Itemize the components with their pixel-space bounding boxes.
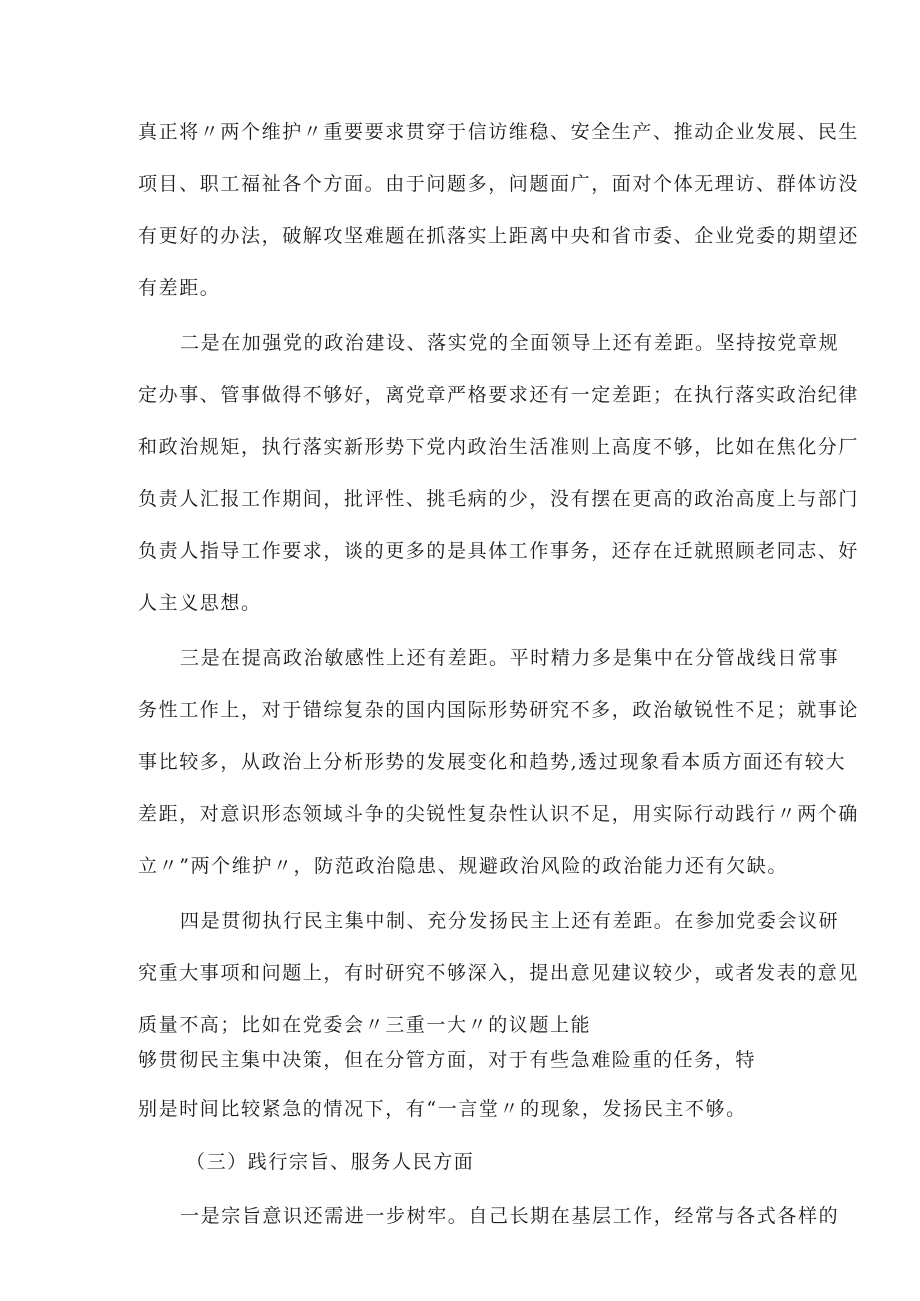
text-line: 差距，对意识形态领域斗争的尖锐性复杂性认识不足，用实际行动践行〃两个确 — [138, 803, 860, 825]
text-line: 立〃”两个维护〃，防范政治隐患、规避政治风险的政治能力还有欠缺。 — [138, 855, 788, 877]
text-line: 真正将〃两个维护〃重要要求贯穿于信访维稳、安全生产、推动企业发展、民生 — [138, 121, 860, 143]
text-line: 和政治规矩，执行落实新形势下党内政治生活准则上高度不够，比如在焦化分厂 — [138, 436, 860, 458]
text-line: 别是时间比较紧急的情况下，有“一言堂〃的现象，发扬民主不够。 — [138, 1098, 747, 1120]
paragraph-start-line: 四是贯彻执行民主集中制、充分发扬民主上还有差距。在参加党委会议研 — [180, 910, 840, 932]
text-line: 够贯彻民主集中决策，但在分管方面，对于有些急难险重的任务，特 — [138, 1049, 757, 1071]
text-line: 究重大事项和问题上，有时研究不够深入，提出意见建议较少，或者发表的意见 — [138, 962, 860, 984]
paragraph-start-line: 三是在提高政治敏感性上还有差距。平时精力多是集中在分管战线日常事 — [180, 647, 840, 669]
section-heading: （三）践行宗旨、服务人民方面 — [186, 1151, 475, 1173]
paragraph-start-line: 一是宗旨意识还需进一步树牢。自己长期在基层工作，经常与各式各样的 — [180, 1205, 840, 1227]
text-line: 质量不高；比如在党委会〃三重一大〃的议题上能 — [138, 1014, 592, 1036]
text-line: 有更好的办法，破解攻坚难题在抓落实上距离中央和省市委、企业党委的期望还 — [138, 225, 860, 247]
text-line: 项目、职工福祉各个方面。由于问题多，问题面广，面对个体无理访、群体访没 — [138, 173, 860, 195]
text-line: 事比较多，从政治上分析形势的发展变化和趋势,透过现象看本质方面还有较大 — [138, 751, 847, 773]
paragraph-start-line: 二是在加强党的政治建设、落实党的全面领导上还有差距。坚持按党章规 — [180, 332, 840, 354]
text-line: 定办事、管事做得不够好，离党章严格要求还有一定差距；在执行落实政治纪律 — [138, 384, 860, 406]
text-line: 负责人汇报工作期间，批评性、挑毛病的少，没有摆在更高的政治高度上与部门 — [138, 488, 860, 510]
text-line: 务性工作上，对于错综复杂的国内国际形势研究不多，政治敏锐性不足；就事论 — [138, 699, 860, 721]
text-line: 有差距。 — [138, 277, 221, 299]
text-line: 负责人指导工作要求，谈的更多的是具体工作事务，还存在迁就照顾老同志、好 — [138, 540, 860, 562]
text-line: 人主义思想。 — [138, 592, 262, 614]
